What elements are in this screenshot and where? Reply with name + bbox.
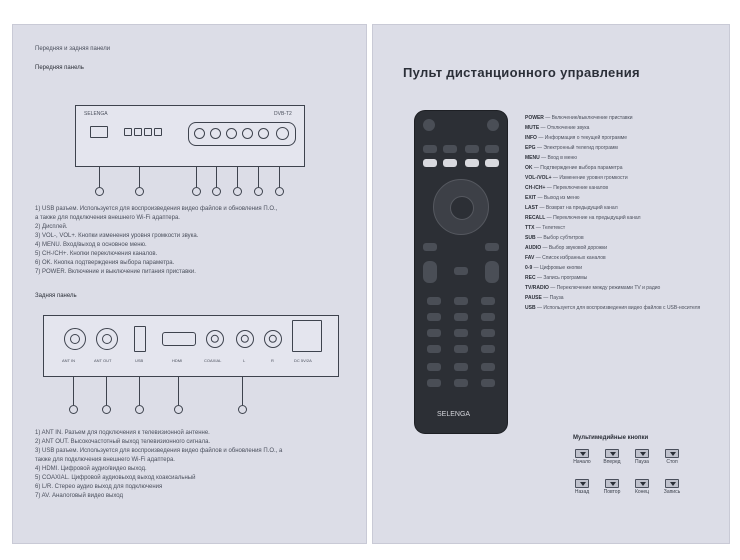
digit-key xyxy=(481,313,495,321)
media-key xyxy=(481,363,495,371)
rear-callout-4 xyxy=(174,405,183,414)
description-line: 3) USB разъем. Используется для воспроизведения видео файлов и обновления П.О., а xyxy=(35,448,283,454)
media-key xyxy=(427,379,441,387)
key xyxy=(423,145,437,153)
callout-2 xyxy=(135,187,144,196)
display-seg xyxy=(124,128,132,136)
rear-description-list xyxy=(35,429,282,501)
description-line: 5) COAXIAL. Цифровой аудиовыход выход коаксиальный xyxy=(35,475,196,481)
key-name: FAV xyxy=(525,255,535,261)
ch-rocker xyxy=(485,261,499,283)
dc-power-port xyxy=(292,320,322,352)
description-line: 7) AV. Аналоговый видео выход xyxy=(35,493,124,499)
key-text: Отключение звука xyxy=(546,125,590,131)
description-line: также для подключения внешнего Wi-Fi адаптера. xyxy=(35,457,175,463)
audio-l-port xyxy=(236,330,254,348)
key-description-row: EPG — Электронный телегид программ xyxy=(525,145,618,151)
port-label: DC 5V/2A xyxy=(294,358,312,363)
key-name: USB xyxy=(525,305,536,311)
left-page xyxy=(12,24,367,544)
rear-callout-5 xyxy=(238,405,247,414)
key-description-row: CH-/CH+ — Переключение каналов xyxy=(525,185,609,191)
digit-key xyxy=(427,313,441,321)
key-name: VOL-/VOL+ xyxy=(525,175,552,181)
callout-5 xyxy=(233,187,242,196)
key xyxy=(454,267,468,275)
coaxial-port xyxy=(206,330,224,348)
key-name: TV/RADIO xyxy=(525,285,549,291)
key xyxy=(423,159,437,167)
key-name: TTX xyxy=(525,225,535,231)
ok-key xyxy=(450,196,474,220)
description-line: а также для подключения внешнего Wi-Fi адаптера. xyxy=(35,215,180,221)
key-description-row: LAST — Возврат на предыдущий канал xyxy=(525,205,618,211)
key xyxy=(443,145,457,153)
callout-4 xyxy=(212,187,221,196)
description-line: 2) ANT OUT. Высокочастотный выход телевизионного сигнала. xyxy=(35,439,211,445)
front-brand: SELENGA xyxy=(84,111,108,117)
front-panel-drawing xyxy=(75,105,305,167)
ch-button-drawing xyxy=(242,128,253,139)
key-text: Переключение на предыдущий канал xyxy=(553,215,641,221)
callout-6 xyxy=(254,187,263,196)
rear-panel-drawing xyxy=(43,315,339,377)
key-name: INFO xyxy=(525,135,537,141)
vol-rocker xyxy=(423,261,437,283)
media-key xyxy=(454,379,468,387)
digit-key xyxy=(454,313,468,321)
repeat-icon xyxy=(605,479,619,488)
key-text: Используется для воспроизведения видео файлов с USB-носителя xyxy=(543,305,701,311)
key-name: EXIT xyxy=(525,195,537,201)
key-description-row: MENU — Вход в меню xyxy=(525,155,577,161)
key-text: Информация о текущей программе xyxy=(544,135,627,141)
key-description-row: TTX — Телетекст xyxy=(525,225,566,231)
page-title: Пульт дистанционного управления xyxy=(403,65,640,80)
key-name: PAUSE xyxy=(525,295,542,301)
description-line: 2) Дисплей. xyxy=(35,224,68,230)
key-description-row: REC — Запись программы xyxy=(525,275,588,281)
record-icon xyxy=(665,479,679,488)
media-key xyxy=(427,363,441,371)
key-description-row: RECALL — Переключение на предыдущий канал xyxy=(525,215,641,221)
key-name: OK xyxy=(525,165,533,171)
key-name: RECALL xyxy=(525,215,546,221)
digit-key xyxy=(454,297,468,305)
display-seg xyxy=(154,128,162,136)
navigation-pad xyxy=(433,179,489,235)
usb-port-rear xyxy=(134,326,146,352)
key-text: Переключение между режимами TV и радио xyxy=(556,285,661,291)
key-text: Выход из меню xyxy=(543,195,580,201)
key-description-row: TV/RADIO — Переключение между режимами TV и радио xyxy=(525,285,661,291)
description-line: 4) MENU. Вход/выход в основное меню. xyxy=(35,242,147,248)
front-panel-heading: Передняя панель xyxy=(35,65,84,71)
digit-key xyxy=(454,329,468,337)
description-line: 1) ANT IN. Разъем для подключения к телевизионной антенне. xyxy=(35,430,210,436)
key xyxy=(485,159,499,167)
description-line: 7) POWER. Включение и выключение питания приставки. xyxy=(35,269,196,275)
remote-brand: SELENGA xyxy=(437,411,471,418)
func-button: Начало xyxy=(569,449,595,465)
key-name: POWER xyxy=(525,115,544,121)
menu-button-drawing xyxy=(226,128,237,139)
key-description-list xyxy=(525,113,725,313)
key-text: Выбор субтитров xyxy=(543,235,584,241)
key xyxy=(485,243,499,251)
func-button: Повтор xyxy=(599,479,625,495)
rear-callout-3 xyxy=(135,405,144,414)
key-text: Изменение уровня громкости xyxy=(559,175,628,181)
key-name: 0-9 xyxy=(525,265,533,271)
usb-port-front xyxy=(90,126,108,138)
port-label: L xyxy=(243,358,246,363)
description-line: 6) OK. Кнопка подтверждения выбора параметра. xyxy=(35,260,175,266)
func-button: Стоп xyxy=(659,449,685,465)
port-label: ANT IN xyxy=(62,358,76,363)
func-button: Пауза xyxy=(629,449,655,465)
ant-in-port xyxy=(64,328,86,350)
key-text: Электронный телегид программ xyxy=(543,145,618,151)
digit-key xyxy=(427,297,441,305)
key-description-row: PAUSE — Пауза xyxy=(525,295,564,301)
page-header: Передняя и задняя панели xyxy=(35,46,111,52)
key-text: Пауза xyxy=(549,295,564,301)
key-text: Запись программы xyxy=(543,275,588,281)
func-button: Конец xyxy=(629,479,655,495)
mute-key xyxy=(487,119,499,131)
description-line: 1) USB разъем. Используется для воспроизведения видео файлов и обновления П.О., xyxy=(35,206,278,212)
key-name: CH-/CH+ xyxy=(525,185,546,191)
stop-icon xyxy=(665,449,679,458)
key-text: Переключение каналов xyxy=(553,185,609,191)
media-key xyxy=(481,379,495,387)
rear-panel-heading: Задняя панель xyxy=(35,293,77,299)
key-text: Выбор звуковой дорожки xyxy=(548,245,608,251)
key-name: EPG xyxy=(525,145,536,151)
key-description-row: MUTE — Отключение звука xyxy=(525,125,590,131)
display-seg xyxy=(134,128,142,136)
key-text: Вход в меню xyxy=(547,155,577,161)
key-description-row: EXIT — Выход из меню xyxy=(525,195,580,201)
remote-control-drawing xyxy=(415,111,507,433)
hdmi-port xyxy=(162,332,196,346)
digit-key xyxy=(427,345,441,353)
key xyxy=(423,243,437,251)
power-key xyxy=(423,119,435,131)
pause-icon xyxy=(635,449,649,458)
digit-key xyxy=(481,297,495,305)
front-badge: DVB-T2 xyxy=(274,111,292,117)
key-description-row: POWER — Включение/выключение приставки xyxy=(525,115,633,121)
port-label: HDMI xyxy=(172,358,183,363)
play-icon xyxy=(575,449,589,458)
key-description-row: INFO — Информация о текущей программе xyxy=(525,135,627,141)
digit-key xyxy=(481,345,495,353)
description-line: 3) VOL-, VOL+. Кнопки изменения уровня громкости звука. xyxy=(35,233,199,239)
port-label: ANT OUT xyxy=(94,358,112,363)
port-label: COAXIAL xyxy=(204,358,222,363)
media-key xyxy=(454,363,468,371)
key-name: REC xyxy=(525,275,536,281)
key-name: MENU xyxy=(525,155,540,161)
right-page xyxy=(372,24,730,544)
forward-icon xyxy=(605,449,619,458)
digit-key xyxy=(427,329,441,337)
port-label: R xyxy=(271,358,274,363)
key xyxy=(443,159,457,167)
key-description-row: SUB — Выбор субтитров xyxy=(525,235,584,241)
key-text: Возврат на предыдущий канал xyxy=(545,205,618,211)
key-description-row: FAV — Список избранных каналов xyxy=(525,255,606,261)
key-description-row: OK — Подтверждение выбора параметра xyxy=(525,165,623,171)
key xyxy=(485,145,499,153)
key-text: Телетекст xyxy=(542,225,566,231)
callout-7 xyxy=(275,187,284,196)
callout-3 xyxy=(192,187,201,196)
digit-key xyxy=(481,329,495,337)
key-text: Включение/выключение приставки xyxy=(551,115,633,121)
key-description-row: 0-9 — Цифровые кнопки xyxy=(525,265,583,271)
end-icon xyxy=(635,479,649,488)
key-text: Цифровые кнопки xyxy=(540,265,583,271)
key-text: Подтверждение выбора параметра xyxy=(540,165,623,171)
callout-1 xyxy=(95,187,104,196)
vol-minus-button-drawing xyxy=(194,128,205,139)
vol-plus-button-drawing xyxy=(210,128,221,139)
key-description-row: VOL-/VOL+ — Изменение уровня громкости xyxy=(525,175,628,181)
front-description-list xyxy=(35,205,277,277)
func-button: Вперед xyxy=(599,449,625,465)
key xyxy=(465,145,479,153)
ok-button-drawing xyxy=(258,128,269,139)
digit-key xyxy=(454,345,468,353)
description-line: 6) L/R. Стерео аудио выход для подключения xyxy=(35,484,163,490)
port-label: USB xyxy=(135,358,144,363)
display-seg xyxy=(144,128,152,136)
rear-callout-2 xyxy=(102,405,111,414)
func-button: Назад xyxy=(569,479,595,495)
rewind-icon xyxy=(575,479,589,488)
description-line: 5) CH-/CH+. Кнопки переключения каналов. xyxy=(35,251,158,257)
power-button-drawing xyxy=(276,127,289,140)
audio-r-port xyxy=(264,330,282,348)
key-name: MUTE xyxy=(525,125,540,131)
key-name: LAST xyxy=(525,205,539,211)
key-description-row: AUDIO — Выбор звуковой дорожки xyxy=(525,245,608,251)
key-description-row: USB — Используется для воспроизведения видео файлов с USB-носителя xyxy=(525,305,701,311)
rear-callout-1 xyxy=(69,405,78,414)
key-name: AUDIO xyxy=(525,245,542,251)
func-button: Запись xyxy=(659,479,685,495)
key-name: SUB xyxy=(525,235,536,241)
description-line: 4) HDMI. Цифровой аудио/видео выход. xyxy=(35,466,147,472)
key xyxy=(465,159,479,167)
key-text: Список избранных каналов xyxy=(542,255,606,261)
multimedia-buttons-title: Мультимедийные кнопки xyxy=(573,435,649,441)
ant-out-port xyxy=(96,328,118,350)
